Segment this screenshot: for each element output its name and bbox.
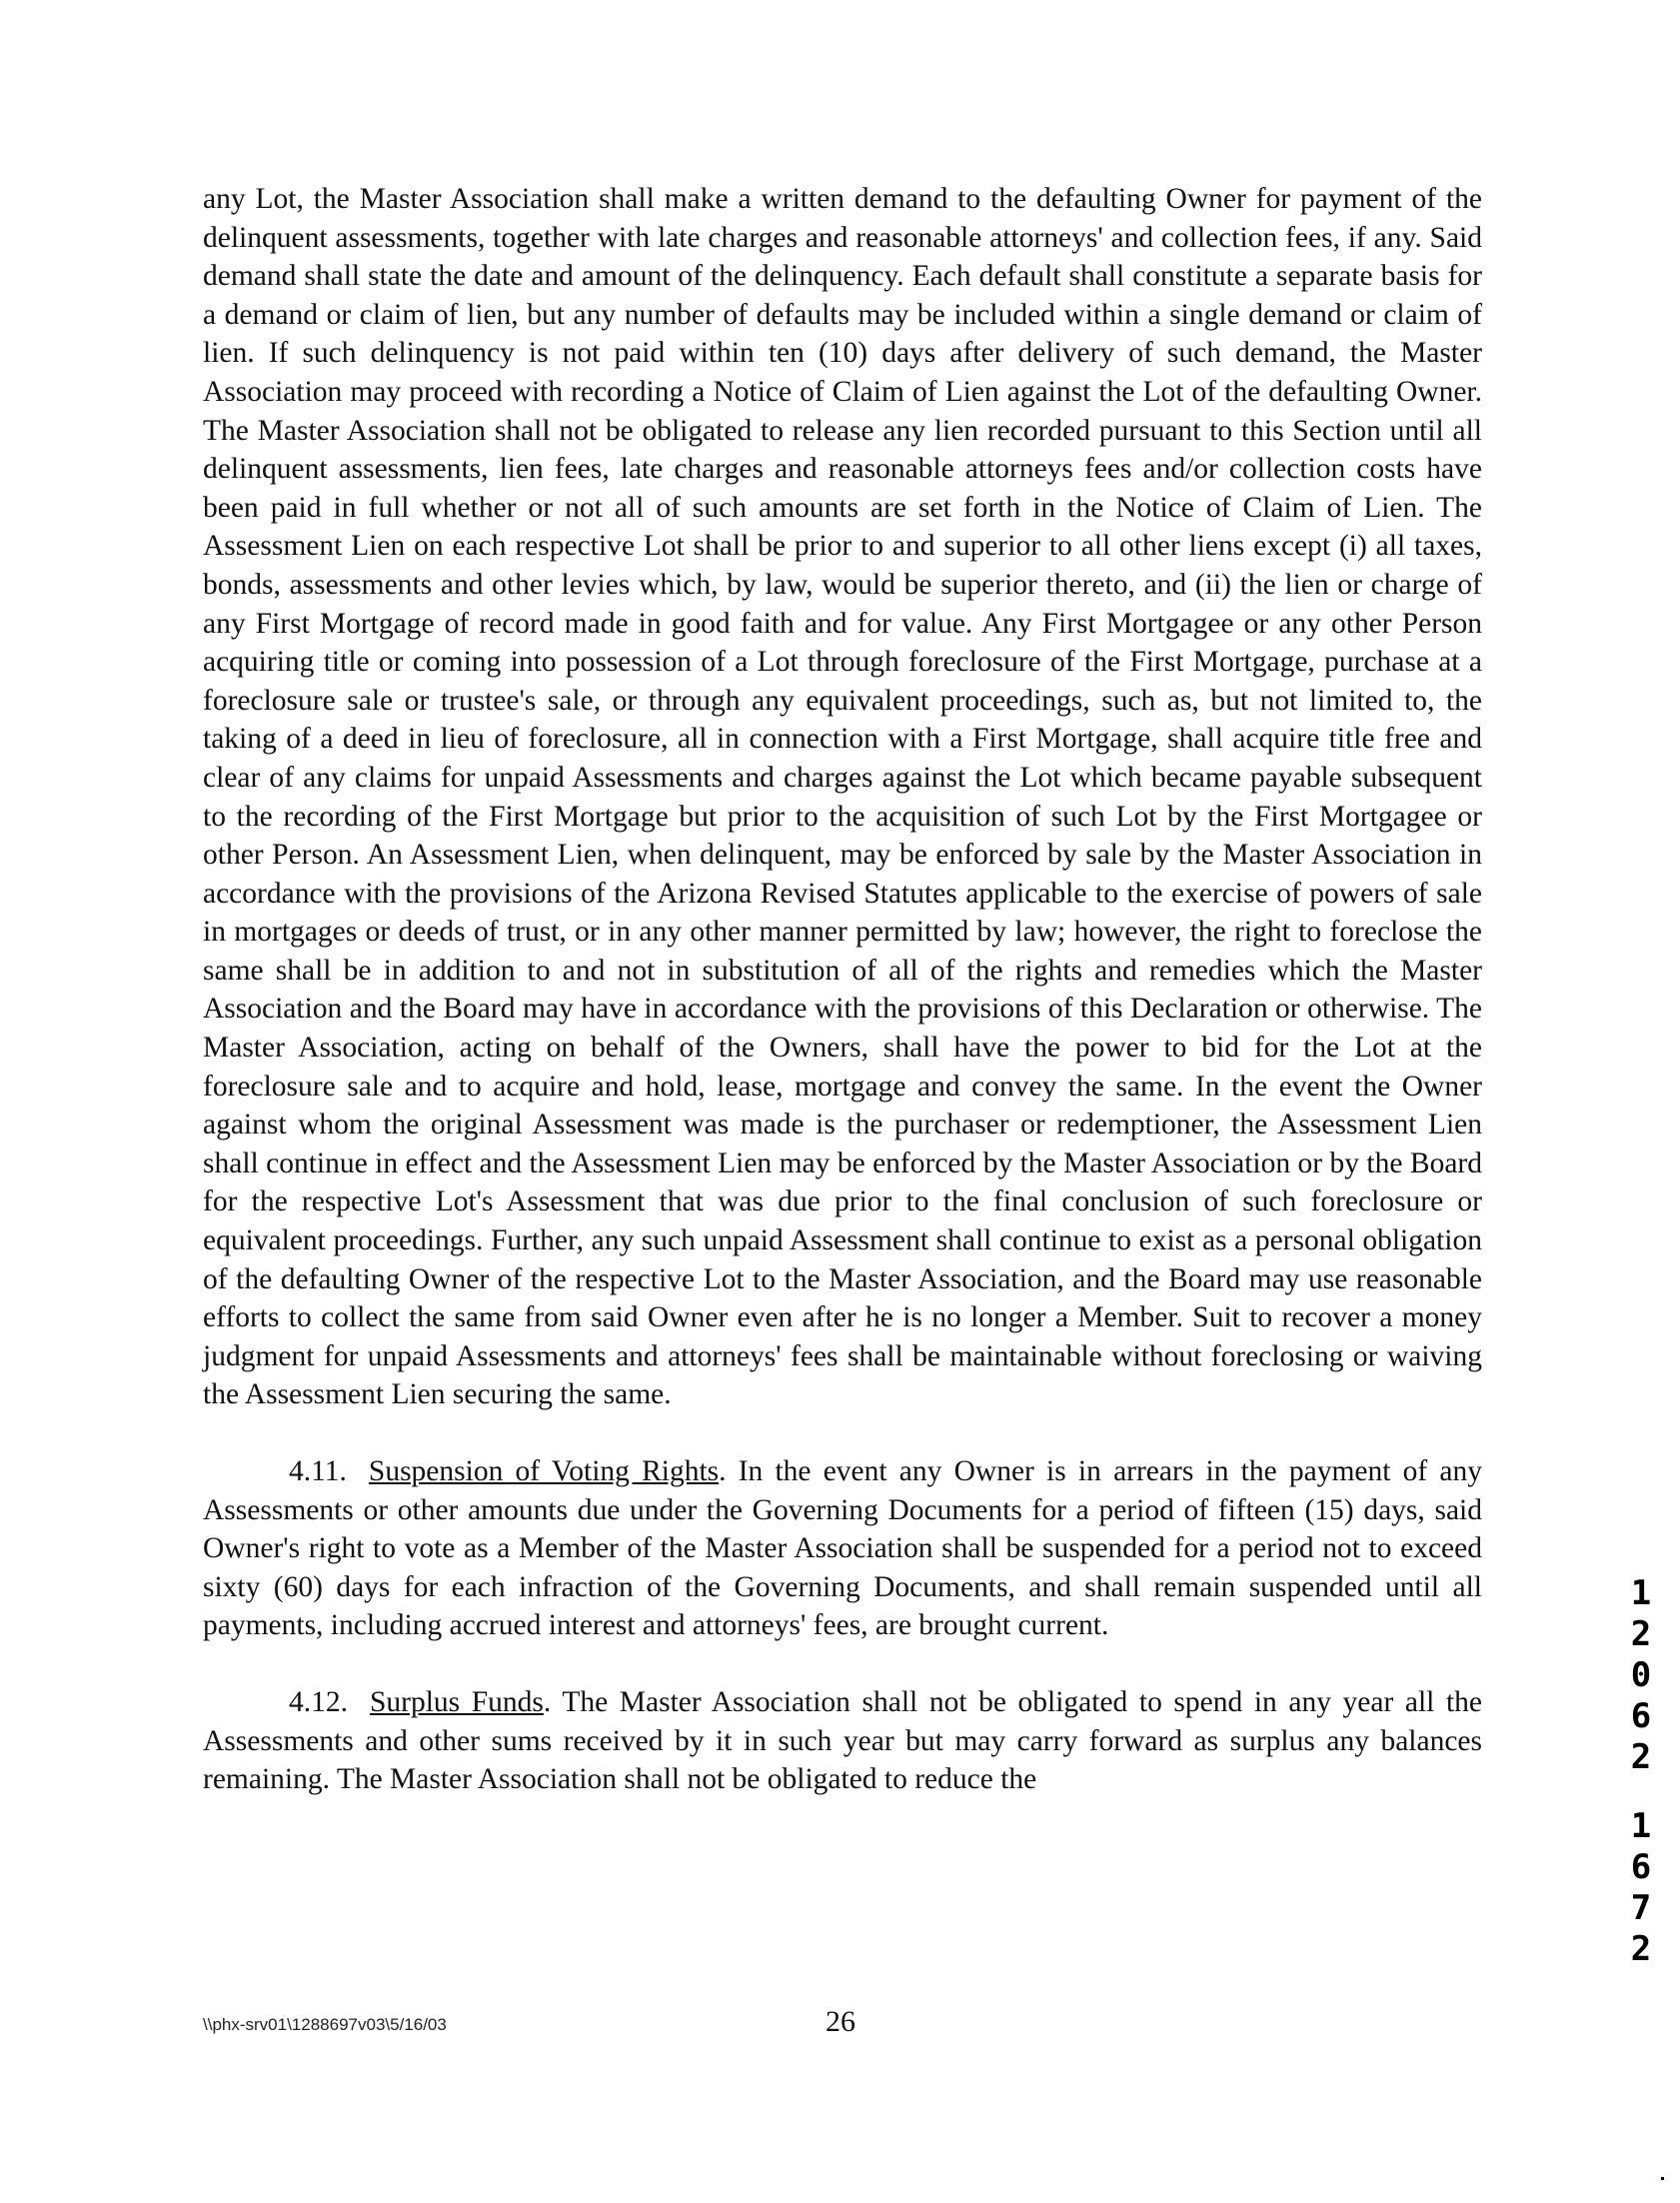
recording-number-stamp [1623,1573,1659,1970]
stamp-digit: 6 [1630,1696,1652,1736]
document-reference: \\phx-srv01\1288697v03\5/16/03 [203,2015,447,2034]
stamp-digit: 0 [1630,1655,1652,1695]
stamp-digit: 2 [1630,1737,1652,1777]
stamp-digit: 2 [1630,1929,1652,1969]
section-number: 4.12. [289,1685,348,1718]
scan-speck [1661,2177,1664,2180]
document-body [203,180,1482,1799]
section-text: . In the event any Owner is in arrears in the payment of any Assessments or other amounts due under the Governing Documents for a period of fifteen (15) days, said Owner's right to vote as a Member of the Master Association shall be suspended for a period not to exceed sixty (60) days for each infraction of the Governing Documents, and shall remain suspended until all payments, including accrued interest and attorneys' fees, are brought current. [203,1455,1483,1642]
stamp-gap [1623,1778,1659,1806]
section-4-11-paragraph [203,1452,1482,1645]
stamp-digit: 7 [1630,1888,1652,1928]
stamp-digit: 1 [1630,1573,1652,1613]
section-heading: Surplus Funds [370,1685,544,1718]
section-heading: Suspension of Voting Rights [368,1455,720,1487]
section-text: . The Master Association shall not be obligated to spend in any year all the Assessments and other sums received by it in such year but may carry forward as surplus any balances remaining. The Master Association shall not be obligated to reduce the [203,1685,1482,1796]
section-4-12-paragraph [203,1683,1482,1799]
page-footer [0,2005,1680,2045]
stamp-digit: 1 [1630,1806,1652,1846]
stamp-digit: 6 [1630,1847,1652,1887]
page-number: 26 [826,2005,855,2038]
section-number: 4.11. [289,1455,347,1487]
assessment-lien-paragraph: any Lot, the Master Association shall make a written demand to the defaulting Owner for payment of the delinquent assessments, together with late charges and reasonable attorneys' and collection fees, if any. Said demand shall state the date and amount of the delinquency. Each default shall constitute a separate basis for a demand or claim of lien, but any number of defaults may be included within a single demand or claim of lien. If such delinquency is not paid within ten (10) days after delivery of such demand, the Master Association may proceed with recording a Notice of Claim of Lien against the Lot of the defaulting Owner. The Master Association shall not be obligated to release any lien recorded pursuant to this Section until all delinquent assessments, lien fees, late charges and reasonable attorneys fees and/or collection costs have been paid in full whether or not all of such amounts are set forth in the Notice of Claim of Lien. The Assessment Lien on each respective Lot shall be prior to and superior to all other liens except (i) all taxes, bonds, assessments and other levies which, by law, would be superior thereto, and (ii) the lien or charge of any First Mortgage of record made in good faith and for value. Any First Mortgagee or any other Person acquiring title or coming into possession of a Lot through foreclosure of the First Mortgage, purchase at a foreclosure sale or trustee's sale, or through any equivalent proceedings, such as, but not limited to, the taking of a deed in lieu of foreclosure, all in connection with a First Mortgage, shall acquire title free and clear of any claims for unpaid Assessments and charges against the Lot which became payable subsequent to the recording of the First Mortgage but prior to the acquisition of such Lot by the First Mortgagee or other Person. An Assessment Lien, when delinquent, may be enforced by sale by the Master Association in accordance with the provisions of the Arizona Revised Statutes applicable to the exercise of powers of sale in mortgages or deeds of trust, or in any other manner permitted by law; however, the right to foreclose the same shall be in addition to and not in substitution of all of the rights and remedies which the Master Association and the Board may have in accordance with the provisions of this Declaration or otherwise. The Master Association, acting on behalf of the Owners, shall have the power to bid for the Lot at the foreclosure sale and to acquire and hold, lease, mortgage and convey the same. In the event the Owner against whom the original Assessment was made is the purchaser or redemptioner, the Assessment Lien shall continue in effect and the Assessment Lien may be enforced by the Master Association or by the Board for the respective Lot's Assessment that was due prior to the final conclusion of such foreclosure or equivalent proceedings. Further, any such unpaid Assessment shall continue to exist as a personal obligation of the defaulting Owner of the respective Lot to the Master Association, and the Board may use reasonable efforts to collect the same from said Owner even after he is no longer a Member. Suit to recover a money judgment for unpaid Assessments and attorneys' fees shall be maintainable without foreclosing or waiving the Assessment Lien securing the same. [203,183,1482,1411]
stamp-digit: 2 [1630,1614,1652,1654]
